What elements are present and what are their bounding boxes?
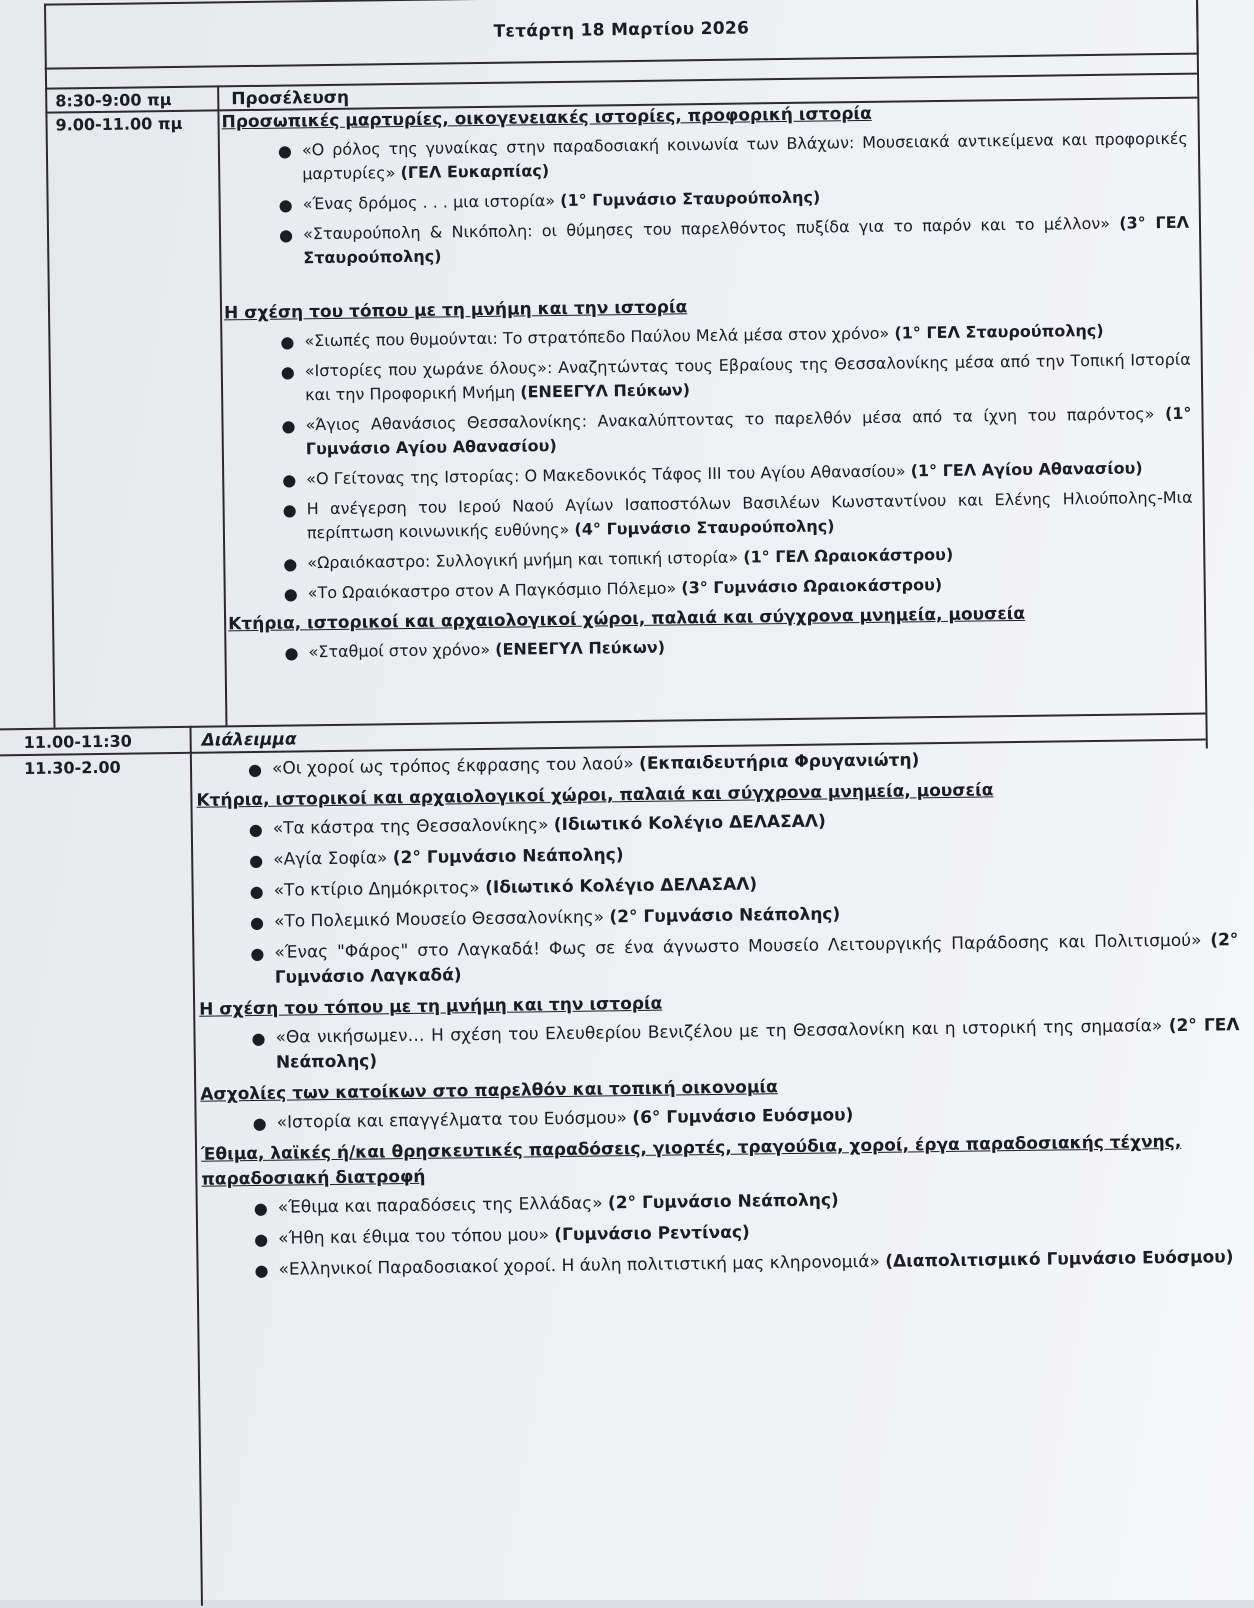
session2-section-3	[201, 1129, 1243, 1284]
section-heading: Η σχέση του τόπου με τη μνήμη και την ιστορία	[199, 993, 663, 1020]
bullet-icon: ●	[281, 416, 296, 436]
session2-content	[196, 740, 1243, 1290]
list-item	[222, 127, 1189, 188]
item-school: (3° Γυμνάσιο Ωραιοκάστρου)	[681, 574, 943, 598]
item-title: «Ο ρόλος της γυναίκας στην παραδοσιακή κοινωνία των Βλάχων: Μουσειακά αντικείμενα και προφορικές μαρτυρίες»	[301, 128, 1188, 184]
item-school: (2° Γυμνάσιο Νεάπολης)	[607, 1190, 839, 1214]
section-heading: Ασχολίες των κατοίκων στο παρελθόν και τοπική οικονομία	[200, 1077, 778, 1105]
list-item	[225, 348, 1192, 409]
bullet-icon: ●	[252, 1113, 267, 1134]
item-title: «Το Ωραιόκαστρο στον Α Παγκόσμιο Πόλεμο»	[307, 578, 677, 603]
item-title: «Ωραιόκαστρο: Συλλογική μνήμη και τοπική ιστορία»	[307, 547, 739, 573]
session1-section-1	[224, 289, 1194, 607]
item-title: «Άγιος Αθανάσιος Θεσσαλονίκης: Ανακαλύπτοντας το παρελθόν μέσα από τα ίχνη του παρόντος»	[305, 404, 1155, 435]
bullet-icon: ●	[253, 1198, 268, 1219]
section-heading: Προσωπικές μαρτυρίες, οικογενειακές ιστορίες, προφορική ιστορία	[221, 103, 872, 133]
session2-section-0	[196, 775, 1239, 992]
item-title: «Τα κάστρα της Θεσσαλονίκης»	[272, 815, 549, 839]
item-title: «Ήθη και έθιμα του τόπου μου»	[278, 1225, 550, 1249]
slot-label-break: Διάλειμμα	[201, 729, 297, 751]
item-school: (2° Γυμνάσιο Νεάπολης)	[392, 845, 624, 869]
bullet-icon: ●	[277, 141, 293, 161]
bullet-icon: ●	[251, 1028, 266, 1049]
list-item	[223, 211, 1190, 272]
item-school: (6° Γυμνάσιο Ευόσμου)	[632, 1105, 854, 1129]
bullet-icon: ●	[254, 1260, 269, 1281]
session1-section-0	[221, 98, 1189, 272]
item-school: (Εκπαιδευτήρια Φρυγανιώτη)	[638, 750, 920, 774]
bullet-icon: ●	[249, 850, 264, 871]
section-heading: Η σχέση του τόπου με τη μνήμη και την ιστορία	[223, 297, 688, 324]
item-title: «Θα νικήσωμεν… Η σχέση του Ελευθερίου Βενιζέλου με τη Θεσσαλονίκη και η ιστορική της σημασία»	[275, 1016, 1163, 1048]
item-school: (1° Γυμνάσιο Σταυρούπολης)	[560, 187, 821, 210]
bullet-icon: ●	[284, 643, 299, 663]
item-title: «Αγία Σοφία»	[273, 848, 388, 870]
bullet-icon: ●	[280, 332, 295, 352]
bullet-icon: ●	[283, 554, 298, 574]
list-item	[199, 1013, 1240, 1077]
item-school: (1° Γυμνάσιο Αγίου Αθανασίου)	[305, 403, 1192, 459]
session1-content	[221, 98, 1194, 672]
item-school: (1° ΓΕΛ Αγίου Αθανασίου)	[910, 458, 1143, 481]
bullet-icon: ●	[247, 759, 263, 780]
section-heading: Έθιμα, λαϊκές ή/και θρησκευτικές παραδόσεις, γιορτές, τραγούδια, χοροί, έργα παραδοσιακής τέχνης, παραδοσιακή διατροφή	[200, 1131, 1182, 1190]
item-title: «Ελληνικοί Παραδοσιακοί χοροί. Η άυλη πολιτιστική μας κληρονομιά»	[278, 1251, 880, 1280]
section-heading: Κτήρια, ιστορικοί και αρχαιολογικοί χώροι, παλαιά και σύγχρονα μνημεία, μουσεία	[228, 603, 1026, 635]
session1-section-2	[228, 600, 1195, 666]
item-school: (1° ΓΕΛ Ωραιοκάστρου)	[743, 544, 954, 567]
bullet-icon: ●	[249, 881, 264, 902]
bullet-icon: ●	[249, 912, 265, 933]
item-title: «Σταυρούπολη & Νικόπολη: οι θύμησες του παρελθόντος πυξίδα για το παρόν και το μέλλον»	[302, 213, 1111, 244]
item-title: «Ο Γείτονας της Ιστορίας: Ο Μακεδονικός Τάφος ΙΙΙ του Αγίου Αθανασίου»	[306, 461, 906, 489]
item-school: (ΓΕΛ Ευκαρπίας)	[400, 161, 550, 183]
date-title: Τετάρτη 18 Μαρτίου 2026	[44, 0, 1199, 70]
slot-time-arrival: 8:30-9:00 πμ	[55, 90, 172, 111]
list-item	[226, 486, 1193, 547]
item-title: Η ανέγερση του Ιερού Ναού Αγίων Ισαποστόλων Βασιλέων Κωνσταντίνου και Ελένης Ηλιούπολης-Μια περίπτωση κοινωνικής ευθύνης»	[306, 487, 1193, 543]
bullet-icon: ●	[283, 584, 298, 604]
session2-section-2	[200, 1069, 1241, 1137]
rule-right	[1196, 0, 1208, 749]
item-school: (1° ΓΕΛ Σταυρούπολης)	[894, 320, 1104, 343]
rule-left-upper	[45, 68, 56, 728]
list-item	[225, 402, 1192, 463]
item-school: (Διαπολιτισμικό Γυμνάσιο Ευόσμου)	[885, 1247, 1234, 1272]
bullet-icon: ●	[278, 195, 293, 215]
item-title: «Ένας "Φάρος" στο Λαγκαδά! Φως σε ένα άγνωστο Μουσείο Λειτουργικής Παράδοσης και Πολιτισμού»	[274, 930, 1202, 963]
schedule-document	[20, 0, 1241, 1600]
item-school: (ΕΝΕΕΓΥΛ Πεύκων)	[495, 637, 666, 659]
bullet-icon: ●	[282, 500, 297, 520]
slot-time-break: 11.00-11:30	[23, 731, 132, 753]
item-school: (3° ΓΕΛ Σταυρούπολης)	[303, 212, 1190, 268]
bullet-icon: ●	[278, 225, 294, 245]
slot-time-session2: 11.30-2.00	[23, 757, 121, 779]
item-title: «Ένας δρόμος . . . μια ιστορία»	[302, 191, 556, 214]
item-title: «Σιωπές που θυμούνται: Το στρατόπεδο Παύλου Μελά μέσα στον χρόνο»	[304, 323, 890, 351]
bullet-icon: ●	[282, 470, 297, 490]
item-school: (4° Γυμνάσιο Σταυρούπολης)	[574, 516, 835, 539]
bullet-icon: ●	[250, 943, 265, 964]
slot-label-arrival: Προσέλευση	[231, 87, 350, 110]
bullet-icon: ●	[248, 819, 263, 840]
item-title: «Σταθμοί στον χρόνο»	[308, 639, 491, 662]
item-school: (Ιδιωτικό Κολέγιο ΔΕΛΑΣΑΛ)	[553, 811, 826, 836]
session2-section-1	[199, 984, 1240, 1077]
item-title: «Οι χοροί ως τρόπος έκφρασης του λαού»	[271, 754, 634, 779]
bullet-icon: ●	[280, 362, 295, 382]
item-school: (2° Γυμνάσιο Λαγκαδά)	[274, 930, 1239, 988]
bullet-icon: ●	[254, 1229, 269, 1250]
item-title: «Το Πολεμικό Μουσείο Θεσσαλονίκης»	[273, 907, 605, 932]
section-heading: Κτήρια, ιστορικοί και αρχαιολογικοί χώροι, παλαιά και σύγχρονα μνημεία, μουσεία	[196, 780, 994, 811]
item-school: (ΕΝΕΕΓΥΛ Πεύκων)	[520, 380, 691, 402]
item-school: (Γυμνάσιο Ρεντίνας)	[554, 1222, 750, 1246]
slot-time-session1: 9.00-11.00 πμ	[55, 113, 183, 135]
item-title: «Ιστορία και επαγγέλματα του Ευόσμου»	[276, 1108, 628, 1133]
item-school: (Ιδιωτικό Κολέγιο ΔΕΛΑΣΑΛ)	[485, 874, 758, 898]
item-school: (2° ΓΕΛ Νεάπολης)	[275, 1015, 1240, 1073]
item-school: (2° Γυμνάσιο Νεάπολης)	[609, 904, 841, 928]
item-title: «Έθιμα και παραδόσεις της Ελλάδας»	[277, 1193, 603, 1218]
list-item	[202, 1245, 1242, 1284]
item-title: «Το κτίριο Δημόκριτος»	[273, 878, 480, 901]
list-item	[198, 928, 1239, 992]
item-title: «Ιστορίες που χωράνε όλους»: Αναζητώντας τους Εβραίους της Θεσσαλονίκης μέσα από την Τοπική Ιστορία και την Προφορική Μνήμη	[304, 349, 1191, 405]
